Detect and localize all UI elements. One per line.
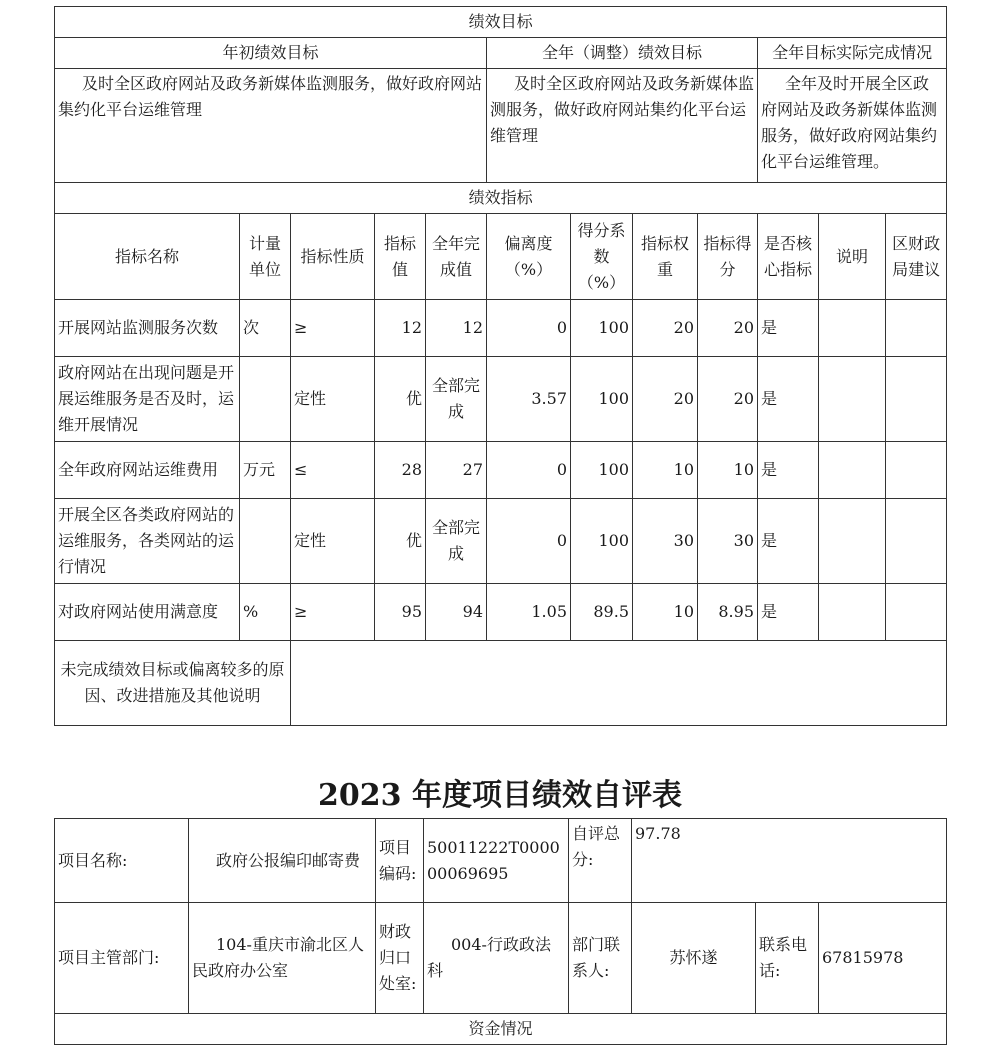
indicator-note (819, 357, 886, 442)
indicator-note (819, 584, 886, 641)
indicator-target: 95 (375, 584, 426, 641)
project-code-value: 50011222T000000069695 (424, 819, 569, 903)
indicator-name: 对政府网站使用满意度 (55, 584, 240, 641)
indicator-unit (240, 357, 291, 442)
indicator-note (819, 499, 886, 584)
indicator-advice (886, 499, 947, 584)
table-row (55, 499, 947, 584)
contact-label: 部门联系人: (569, 903, 632, 1014)
adjusted-goal-text: 及时全区政府网站及政务新媒体监测服务，做好政府网站集约化平台运维管理 (487, 69, 758, 183)
header-weight: 指标权重 (633, 214, 698, 300)
phone-label: 联系电话: (756, 903, 819, 1014)
indicator-target: 12 (375, 300, 426, 357)
indicator-score: 20 (698, 357, 758, 442)
indicator-name: 政府网站在出现问题是开展运维服务是否及时，运维开展情况 (55, 357, 240, 442)
table-row (55, 300, 947, 357)
indicator-coefficient: 100 (571, 499, 633, 584)
indicator-advice (886, 584, 947, 641)
indicator-core: 是 (758, 499, 819, 584)
indicator-coefficient: 100 (571, 357, 633, 442)
table-row (55, 442, 947, 499)
indicator-nature: ≥ (291, 300, 375, 357)
header-score: 指标得分 (698, 214, 758, 300)
indicator-deviation: 1.05 (487, 584, 571, 641)
table-row (55, 357, 947, 442)
indicator-coefficient: 100 (571, 442, 633, 499)
contact-value: 苏怀遂 (632, 903, 756, 1014)
indicator-deviation: 0 (487, 499, 571, 584)
indicator-done: 12 (426, 300, 487, 357)
indicator-advice (886, 300, 947, 357)
self-eval-table (54, 818, 947, 1045)
indicator-done: 94 (426, 584, 487, 641)
indicator-coefficient: 89.5 (571, 584, 633, 641)
indicator-name: 开展全区各类政府网站的运维服务，各类网站的运行情况 (55, 499, 240, 584)
indicator-weight: 10 (633, 584, 698, 641)
indicator-core: 是 (758, 357, 819, 442)
header-target: 指标值 (375, 214, 426, 300)
total-score-value: 97.78 (632, 819, 947, 903)
indicator-weight: 10 (633, 442, 698, 499)
dept-value: 104-重庆市渝北区人民政府办公室 (189, 903, 376, 1014)
indicator-unit: 万元 (240, 442, 291, 499)
unmet-goals-value (291, 641, 947, 726)
header-indicator-name: 指标名称 (55, 214, 240, 300)
indicator-score: 10 (698, 442, 758, 499)
header-done: 全年完成值 (426, 214, 487, 300)
indicator-unit (240, 499, 291, 584)
indicator-done: 全部完成 (426, 357, 487, 442)
indicator-done: 27 (426, 442, 487, 499)
initial-goal-text: 及时全区政府网站及政务新媒体监测服务，做好政府网站集约化平台运维管理 (55, 69, 487, 183)
indicator-note (819, 442, 886, 499)
page-title: 2023 年度项目绩效自评表 (318, 778, 682, 813)
header-coefficient: 得分系数（%） (571, 214, 633, 300)
indicator-nature: 定性 (291, 499, 375, 584)
header-core: 是否核心指标 (758, 214, 819, 300)
indicator-name: 全年政府网站运维费用 (55, 442, 240, 499)
table-row (55, 584, 947, 641)
dept-label: 项目主管部门: (55, 903, 189, 1014)
header-nature: 指标性质 (291, 214, 375, 300)
indicator-core: 是 (758, 584, 819, 641)
indicator-target: 优 (375, 499, 426, 584)
indicator-target: 优 (375, 357, 426, 442)
indicator-deviation: 0 (487, 442, 571, 499)
finance-label: 财政归口处室: (376, 903, 424, 1014)
phone-value: 67815978 (819, 903, 947, 1014)
indicator-nature: ≥ (291, 584, 375, 641)
indicator-nature: 定性 (291, 357, 375, 442)
indicator-score: 20 (698, 300, 758, 357)
indicator-name: 开展网站监测服务次数 (55, 300, 240, 357)
project-code-label: 项目编码: (376, 819, 424, 903)
header-unit: 计量单位 (240, 214, 291, 300)
indicator-note (819, 300, 886, 357)
initial-goal-header: 年初绩效目标 (55, 38, 487, 69)
indicator-advice (886, 357, 947, 442)
header-note: 说明 (819, 214, 886, 300)
header-deviation: 偏离度（%） (487, 214, 571, 300)
indicators-section-header: 绩效指标 (55, 183, 947, 214)
total-score-label: 自评总分: (569, 819, 632, 903)
indicator-score: 30 (698, 499, 758, 584)
indicator-done: 全部完成 (426, 499, 487, 584)
adjusted-goal-header: 全年（调整）绩效目标 (487, 38, 758, 69)
indicator-coefficient: 100 (571, 300, 633, 357)
unmet-goals-label: 未完成绩效目标或偏离较多的原因、改进措施及其他说明 (55, 641, 291, 726)
indicator-score: 8.95 (698, 584, 758, 641)
project-name-value: 政府公报编印邮寄费 (189, 819, 376, 903)
actual-goal-header: 全年目标实际完成情况 (758, 38, 947, 69)
performance-table (54, 6, 947, 726)
indicator-weight: 20 (633, 300, 698, 357)
funds-section-header: 资金情况 (55, 1014, 947, 1045)
indicator-deviation: 3.57 (487, 357, 571, 442)
indicator-nature: ≤ (291, 442, 375, 499)
goals-section-header: 绩效目标 (55, 7, 947, 38)
indicator-deviation: 0 (487, 300, 571, 357)
indicator-target: 28 (375, 442, 426, 499)
header-advice: 区财政局建议 (886, 214, 947, 300)
actual-goal-text: 全年及时开展全区政府网站及政务新媒体监测服务，做好政府网站集约化平台运维管理。 (758, 69, 947, 183)
indicator-unit: 次 (240, 300, 291, 357)
indicator-core: 是 (758, 300, 819, 357)
indicator-unit: % (240, 584, 291, 641)
indicator-weight: 30 (633, 499, 698, 584)
indicator-advice (886, 442, 947, 499)
indicator-weight: 20 (633, 357, 698, 442)
indicator-core: 是 (758, 442, 819, 499)
finance-value: 004-行政政法科 (424, 903, 569, 1014)
project-name-label: 项目名称: (55, 819, 189, 903)
